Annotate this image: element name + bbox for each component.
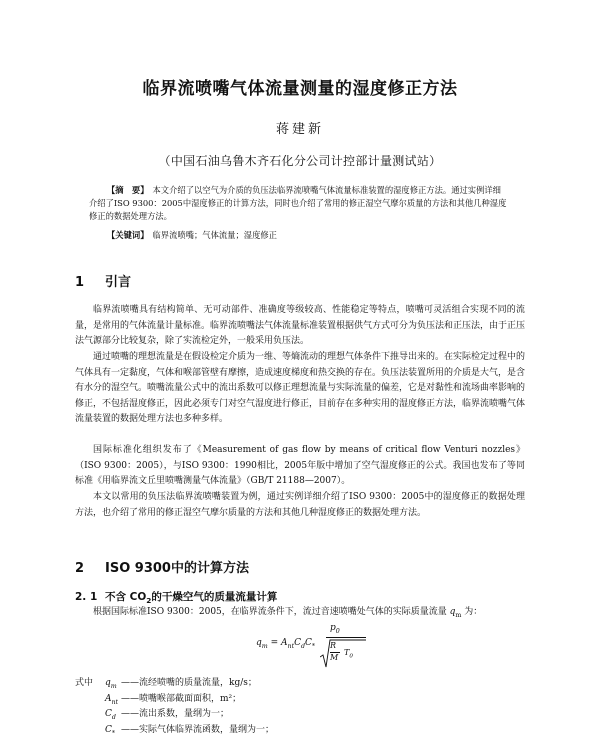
definition-row <box>75 723 525 739</box>
section-number: 2 <box>75 561 85 576</box>
subsection-title-a: 不含 CO <box>105 591 147 603</box>
formula-q-sub: m <box>261 642 268 650</box>
definition-text: ——流经喷嘴的质量流量，kg/s； <box>121 678 257 688</box>
paragraph: 通过喷嘴的理想流量是在假设检定介质为一维、等熵流动的理想气体条件下推导出来的。在实际检定过程中的气体具有一定黏度，气体和喉部管壁有摩擦，造成速度梯度和热交换的存在。负压法装置所用的介质是大气，是含有水分的湿空气。喷嘴流量公式中的流出系数可以修正理想流量与实际流量的偏差，它是对黏性和流场曲率影响的修正，不包括湿度修正，因此必须专门对空气湿度进行修正，目前存在多种实用的湿度修正方法，临界流喷嘴气体流量装置的数据处理方法也多种多样。 <box>75 352 526 424</box>
section-title: ISO 9300中的计算方法 <box>105 561 249 576</box>
symbol-definitions <box>75 676 525 738</box>
section-heading-introduction <box>75 271 131 290</box>
formula-lhs <box>256 638 315 650</box>
paper-title: 临界流喷嘴气体流量测量的湿度修正方法 <box>142 79 458 99</box>
formula-T-sub: 0 <box>349 653 353 660</box>
definition-row <box>75 707 525 723</box>
keywords-label: 【关键词】 <box>107 230 149 240</box>
symbol-sub: * <box>111 729 116 737</box>
formula-T0 <box>344 648 353 660</box>
symbol-letter: q <box>105 678 111 688</box>
definition-text: ——流出系数，量纲为一； <box>121 709 230 719</box>
formula-Cstar-sub: * <box>311 642 316 650</box>
formula-A: A <box>281 638 288 648</box>
paragraph-text-a: 根据国际标准ISO 9300：2005，在临界流条件下，流过音速喷嘴处气体的实际质量流量 <box>93 607 450 617</box>
formula-T: T <box>344 648 350 657</box>
author-name: 蒋建新 <box>275 122 324 137</box>
fraction-bar <box>326 637 366 638</box>
paragraph: 临界流喷嘴具有结构简单、无可动部件、准确度等级较高、性能稳定等特点，喷嘴可灵活组合实现不同的流量，是常用的气体流量计量标准。临界流喷嘴法气体流量标准装置根据供气方式可分为负压法和正压法，由于正压法气源部分比较复杂，除了实流检定外，一般采用负压法。 <box>75 305 526 346</box>
subsection-title-b: 的干燥空气的质量流量计算 <box>151 591 278 603</box>
subsection-heading-dry-air <box>75 589 277 605</box>
formula-R: R <box>330 641 337 650</box>
mass-flow-formula <box>256 621 396 671</box>
symbol-letter: C <box>105 724 112 735</box>
sqrt-sign <box>320 639 366 669</box>
author-affiliation: （中国石油乌鲁木齐石化分公司计控部计量测试站） <box>158 154 442 168</box>
paragraph-symbol-sub: m <box>455 611 462 619</box>
section-heading-iso9300 <box>75 557 249 576</box>
definitions-lead: 式中 <box>75 678 94 688</box>
subsection-title-sub: 2 <box>146 596 152 606</box>
symbol-sub: d <box>111 713 116 721</box>
abstract <box>89 184 507 223</box>
subsection-number: 2. 1 <box>75 591 98 603</box>
formula-equals: = <box>267 638 282 648</box>
formula-p-sub: 0 <box>335 627 340 635</box>
abstract-text: 本文介绍了以空气为介质的负压法临界流喷嘴气体流量标准装置的湿度修正方法。通过实例详细介绍了ISO 9300：2005中湿度修正的计算方法，同时也介绍了常用的修正湿空气摩尔质量的方法和其他几种湿度修正的数据处理方法。 <box>89 185 507 221</box>
symbol-letter: A <box>105 693 112 704</box>
formula-Cd-sub: d <box>301 642 306 650</box>
definition-symbol <box>105 723 115 741</box>
paragraph-symbol: q <box>449 607 456 617</box>
abstract-label: 【摘 要】 <box>107 185 149 195</box>
symbol-sub: nt <box>111 698 119 706</box>
formula-Cstar: C <box>305 638 312 648</box>
formula-M: M <box>330 653 339 662</box>
definition-text: ——实际气体临界流函数，量纲为一； <box>121 724 275 735</box>
keywords-text: 临界流喷嘴；气体流量；湿度修正 <box>152 230 277 240</box>
formula-q: q <box>256 638 262 648</box>
formula-p: p <box>330 623 336 633</box>
definition-row <box>75 692 525 708</box>
paragraph: 国际标准化组织发布了《Measurement of gas flow by means of critical flow Venturi nozzles》（ISO 9300：2005），与ISO 9300：1990相比，2005年版中增加了空气湿度修正的公式。我国也发布了等同标准《用临界流文丘里喷嘴测量气体流量》（GB/T 21188—2007）。 <box>75 445 525 486</box>
definition-row <box>75 676 525 692</box>
formula-numerator <box>330 623 340 635</box>
symbol-sub: m <box>110 682 117 690</box>
section-number: 1 <box>75 275 85 290</box>
formula-A-sub: nt <box>287 642 295 650</box>
formula-fraction <box>316 621 366 671</box>
formula-Cd: C <box>294 638 301 648</box>
keywords <box>107 229 507 242</box>
paragraph: 本文以常用的负压法临界流喷嘴装置为例，通过实例详细介绍了ISO 9300：2005中的湿度修正的数据处理方法，也介绍了常用的修正湿空气摩尔质量的方法和其他几种湿度修正的数据处理方法。 <box>75 492 525 518</box>
section-title: 引言 <box>105 275 132 290</box>
definition-text: ——喷嘴喉部截面面积，m²； <box>121 693 242 704</box>
symbol-letter: C <box>105 709 112 719</box>
paragraph-text-b: 为： <box>461 607 483 617</box>
